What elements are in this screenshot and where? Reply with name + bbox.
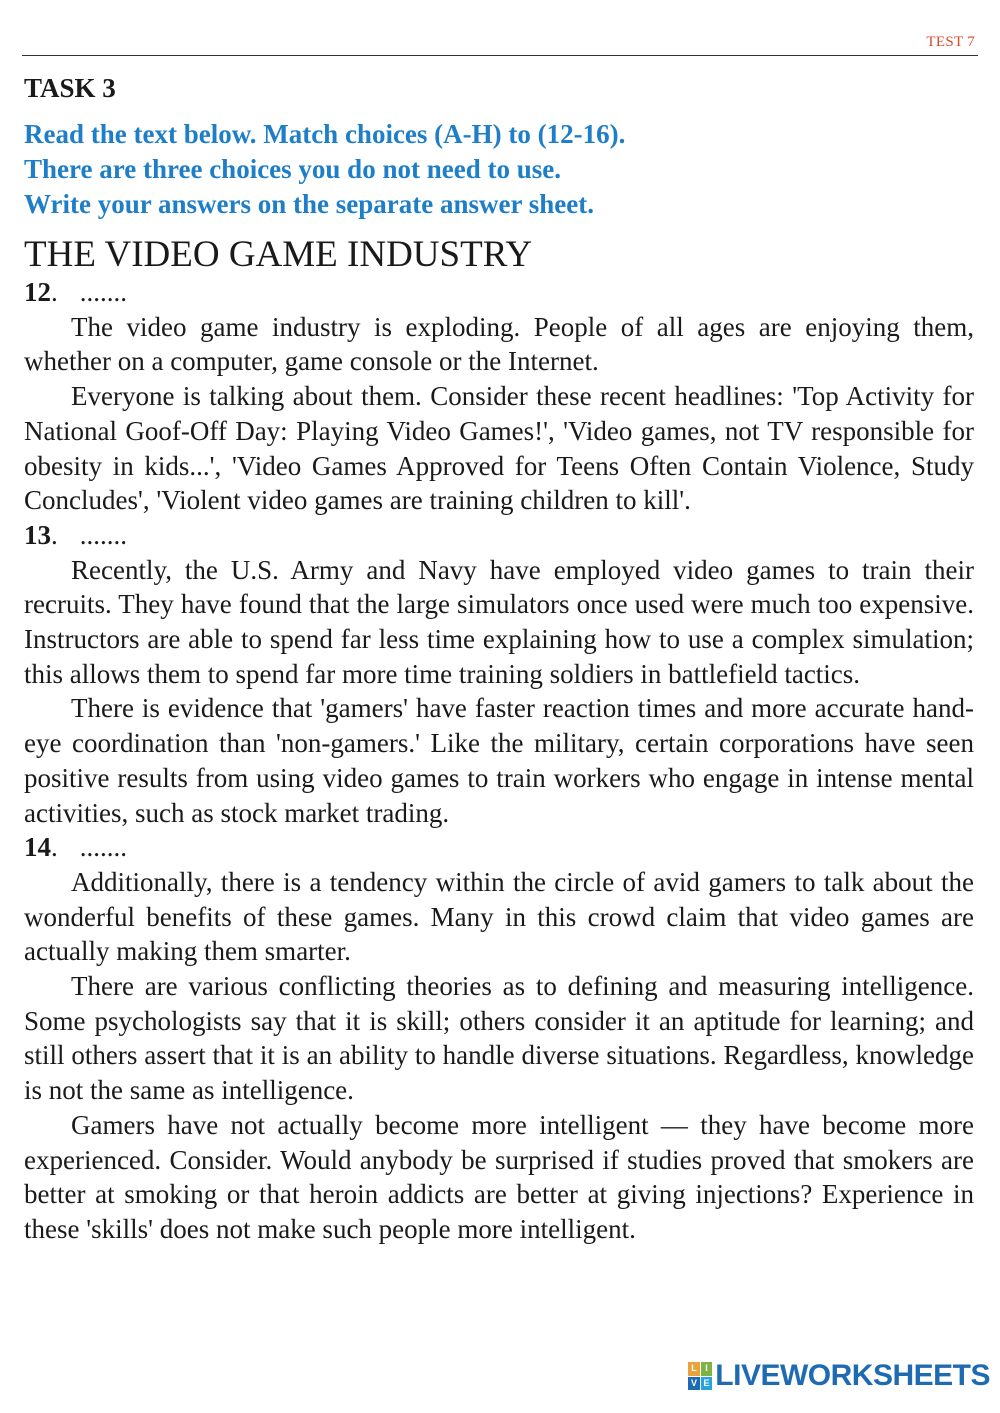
section-number: 13 [24,519,51,550]
article-body [24,275,974,1247]
logo-letter: I [701,1362,713,1376]
test-label: TEST 7 [926,34,975,50]
section-number: 12 [24,277,51,307]
logo-mark-icon [688,1362,712,1390]
liveworksheets-logo [688,1359,990,1393]
section-number: 14 [24,832,51,863]
task-instructions [24,117,974,222]
logo-letter: V [688,1377,700,1391]
paragraph: The video game industry is exploding. People of all ages are enjoying them, whether on a computer, game console or the Internet. [24,311,974,377]
article-title: THE VIDEO GAME INDUSTRY [24,234,533,275]
instruction-line: There are three choices you do not need to use. [24,154,561,184]
answer-blank[interactable]: ....... [79,519,127,550]
section-13-heading [24,518,974,553]
task-title: TASK 3 [24,73,116,103]
logo-letter: E [701,1377,713,1391]
instruction-line: Read the text below. Match choices (A-H) to (12-16). [24,119,626,149]
answer-blank[interactable]: ....... [79,277,127,307]
paragraph: Recently, the U.S. Army and Navy have employed video games to train their recruits. They have found that the large simulators once used were much too expensive. Instructors are able to spend far less time explaining how to use a complex simulation; this allows them to spend far more time training soldiers in battlefield tactics. [24,554,974,689]
answer-blank[interactable]: ....... [79,832,127,863]
instruction-line: Write your answers on the separate answer sheet. [24,189,594,219]
logo-text: LIVEWORKSHEETS [715,1359,990,1392]
section-number-suffix: . [51,832,58,863]
section-number-suffix: . [51,277,58,307]
paragraph: There is evidence that 'gamers' have faster reaction times and more accurate hand-eye coordination than 'non-gamers.' Like the military, certain corporations have seen positive results from using video games to train workers who engage in intense mental activities, such as stock market trading. [24,693,974,828]
paragraph: There are various conflicting theories as to defining and measuring intelligence. Some psychologists say that it is skill; others consider it an aptitude for learning; and still others assert that it is an ability to handle diverse situations. Regardless, knowledge is not the same as intelligence. [24,971,974,1106]
page-header [22,28,978,56]
paragraph: Everyone is talking about them. Consider these recent headlines: 'Top Activity for National Goof-Off Day: Playing Video Games!', 'Video games, not TV responsible for obesity in kids...', 'Video Games Approved for Teens Often Contain Violence, Study Concludes', 'Violent video games are training children to kill'. [24,381,974,516]
section-12-heading [24,275,974,310]
section-14-heading [24,830,974,865]
paragraph: Additionally, there is a tendency within the circle of avid gamers to talk about the wonderful benefits of these games. Many in this crowd claim that video games are actually making them smarter. [24,866,974,967]
worksheet-content [24,70,974,1247]
logo-letter: L [688,1362,700,1376]
paragraph: Gamers have not actually become more intelligent — they have become more experienced. Consider. Would anybody be surprised if studies proved that smokers are better at smoking or that heroin addicts are better at giving injections? Experience in these 'skills' does not make such people more intelligent. [24,1109,974,1244]
section-number-suffix: . [51,519,58,550]
